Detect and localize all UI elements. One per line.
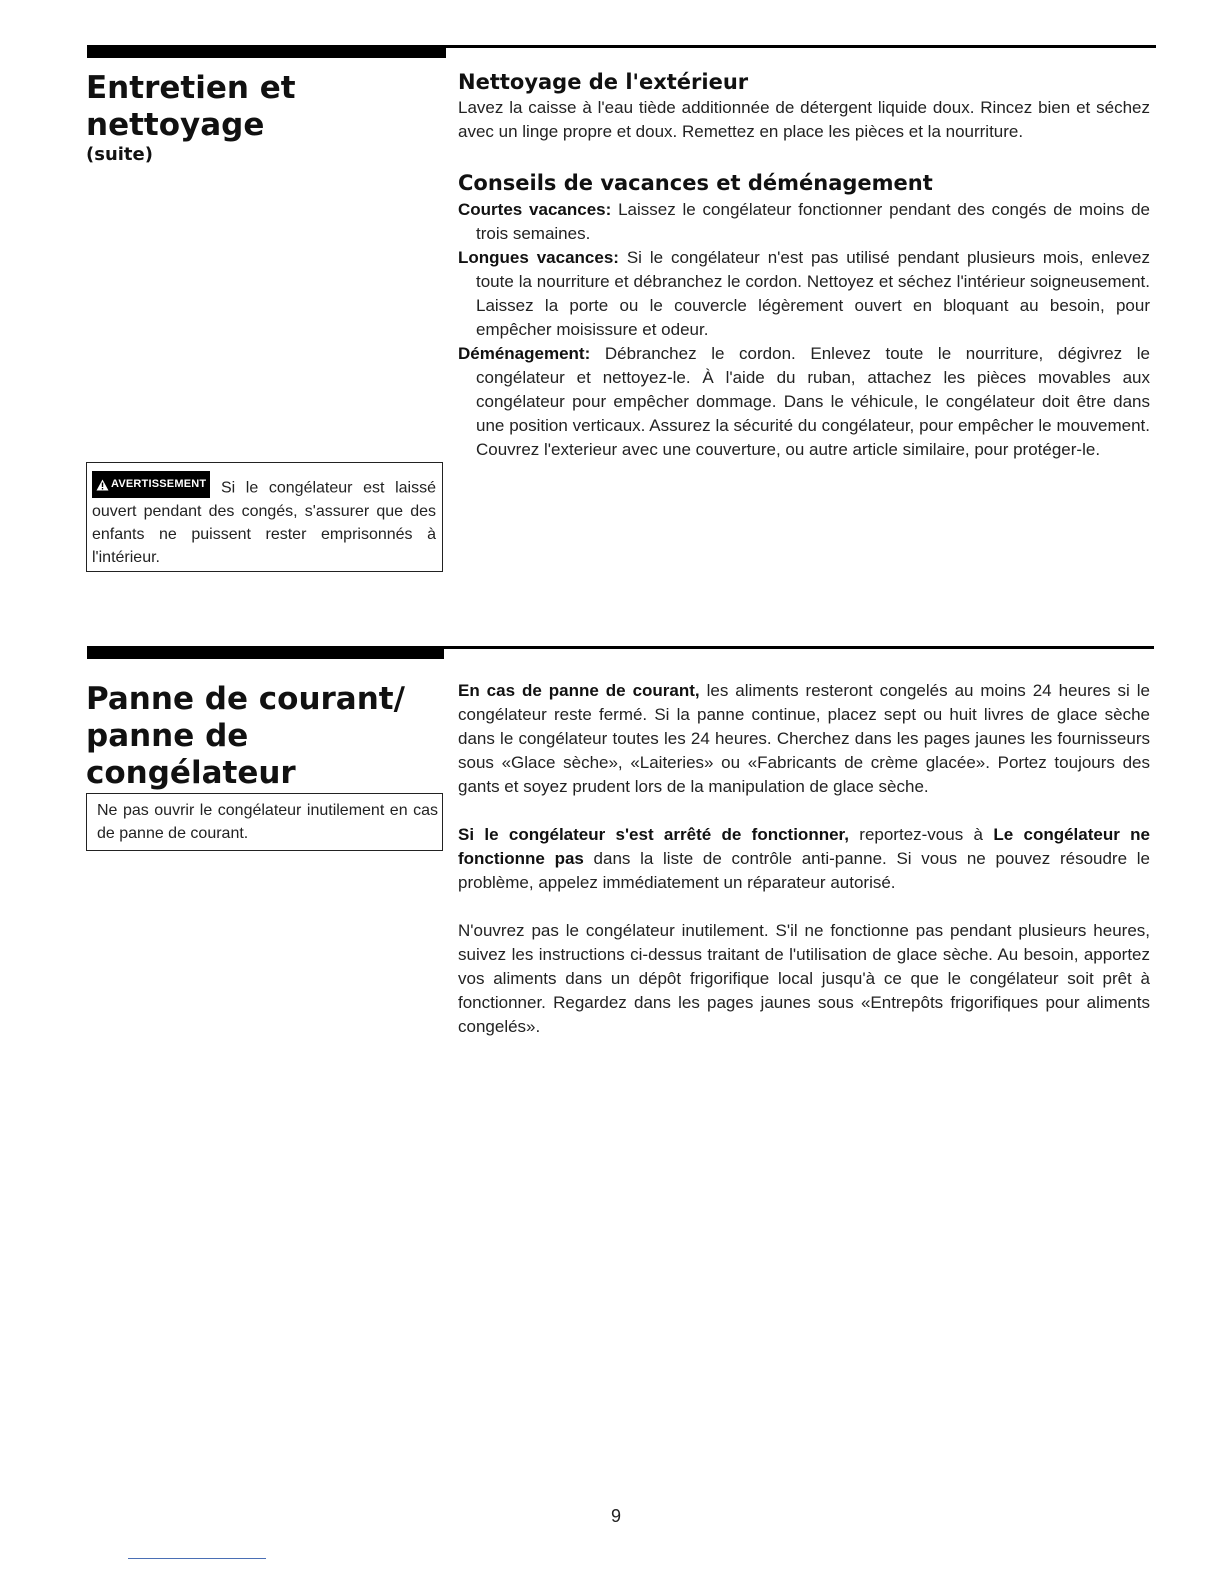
moving-item	[458, 342, 1150, 462]
long-vacation-label: Longues vacances:	[458, 248, 619, 267]
warning-text: Si le congélateur est laissé ouvert pendant des congés, s'assurer que des enfants ne puissent rester emprisonnés à l'intérieur.	[92, 479, 437, 566]
power-note-box	[86, 793, 443, 851]
section-rule-thick	[87, 45, 446, 58]
vacation-block	[458, 171, 1150, 462]
vacation-list	[458, 198, 1150, 462]
footer-line	[128, 1558, 266, 1559]
section-rule-thin	[444, 646, 1154, 649]
section-heading	[86, 681, 446, 792]
power-failure-paragraph	[458, 679, 1150, 799]
long-vacation-item	[458, 246, 1150, 342]
section-heading	[86, 70, 446, 165]
section-rule-thick	[87, 646, 444, 659]
moving-label: Déménagement:	[458, 344, 591, 363]
freezer-stopped-text-a: reportez-vous à	[859, 825, 983, 844]
section-title-line1: Panne de courant/	[86, 681, 405, 717]
exterior-cleaning-block	[458, 70, 1150, 144]
power-failure-text: les aliments resteront congelés au moins 24 heures si le congélateur reste fermé. Si la panne continue, placez sept ou huit livres de glace sèche dans le congélateur toutes les 24 heures. Cherchez dans les pages jaunes les fournisseurs sous «Glace sèche», «Laiteries» ou «Fabricants de crème glacée». Portez toujours des gants et soyez prudent lors de la manipulation de glace sèche.	[458, 681, 1150, 796]
short-vacation-item	[458, 198, 1150, 246]
freezer-stopped-text-b: dans la liste de contrôle anti-panne. Si vous ne pouvez résoudre le problème, appelez immédiatement un réparateur autorisé.	[458, 849, 1150, 892]
section-rule-thin	[446, 45, 1156, 48]
warning-badge	[92, 471, 210, 498]
exterior-text: Lavez la caisse à l'eau tiède additionnée de détergent liquide doux. Rincez bien et séchez avec un linge propre et doux. Remettez en place les pièces et la nourriture.	[458, 98, 1150, 141]
freezer-stopped-label: Si le congélateur s'est arrêté de fonctionner,	[458, 825, 849, 844]
vacation-heading: Conseils de vacances et déménagement	[458, 171, 933, 195]
short-vacation-text: Laissez le congélateur fonctionner pendant des congés de moins de trois semaines.	[476, 200, 1150, 243]
warning-box	[86, 462, 443, 572]
dont-open-paragraph: N'ouvrez pas le congélateur inutilement. S'il ne fonctionne pas pendant plusieurs heures, suivez les instructions ci-dessus traitant de l'utilisation de glace sèche. Au besoin, apportez vos aliments dans un dépôt frigorifique local jusqu'à ce que le congélateur soit prêt à fonctionner. Regardez dans les pages jaunes sous «Entrepôts frigorifiques pour aliments congelés».	[458, 921, 1150, 1036]
freezer-stopped-paragraph	[458, 823, 1150, 895]
troubleshooting-reference: Le congélateur ne fonctionne pas	[458, 825, 1150, 868]
power-failure-block	[458, 679, 1150, 1039]
power-note-text: Ne pas ouvrir le congélateur inutilement en cas de panne de courant.	[97, 802, 438, 842]
warning-badge-label: AVERTISSEMENT	[111, 478, 207, 490]
exterior-heading: Nettoyage de l'extérieur	[458, 70, 749, 94]
warning-triangle-icon	[96, 479, 109, 491]
short-vacation-label: Courtes vacances:	[458, 200, 612, 219]
page-number: 9	[610, 1506, 621, 1526]
power-failure-label: En cas de panne de courant,	[458, 681, 700, 700]
section-subtitle: (suite)	[86, 144, 153, 165]
moving-text: Débranchez le cordon. Enlevez toute le nourriture, dégivrez le congélateur et nettoyez-le. À l'aide du ruban, attachez les pièces movables aux congélateur pour empêcher dommage. Dans le véhicule, le congélateur doit être dans une position verticaux. Assurez la sécurité du congélateur, pour empêcher le mouvement. Couvrez l'exterieur avec une couverture, ou autre article similaire, pour protéger-le.	[476, 344, 1151, 459]
section-title-line2: panne de congélateur	[86, 718, 296, 791]
section-title: Entretien et nettoyage	[86, 70, 296, 143]
long-vacation-text: Si le congélateur n'est pas utilisé pendant plusieurs mois, enlevez toute la nourriture et débranchez le cordon. Nettoyez et séchez l'intérieur soigneusement. Laissez la porte ou le couvercle légèrement ouvert en bloquant au besoin, pour empêcher moisissure et odeur.	[476, 248, 1150, 339]
